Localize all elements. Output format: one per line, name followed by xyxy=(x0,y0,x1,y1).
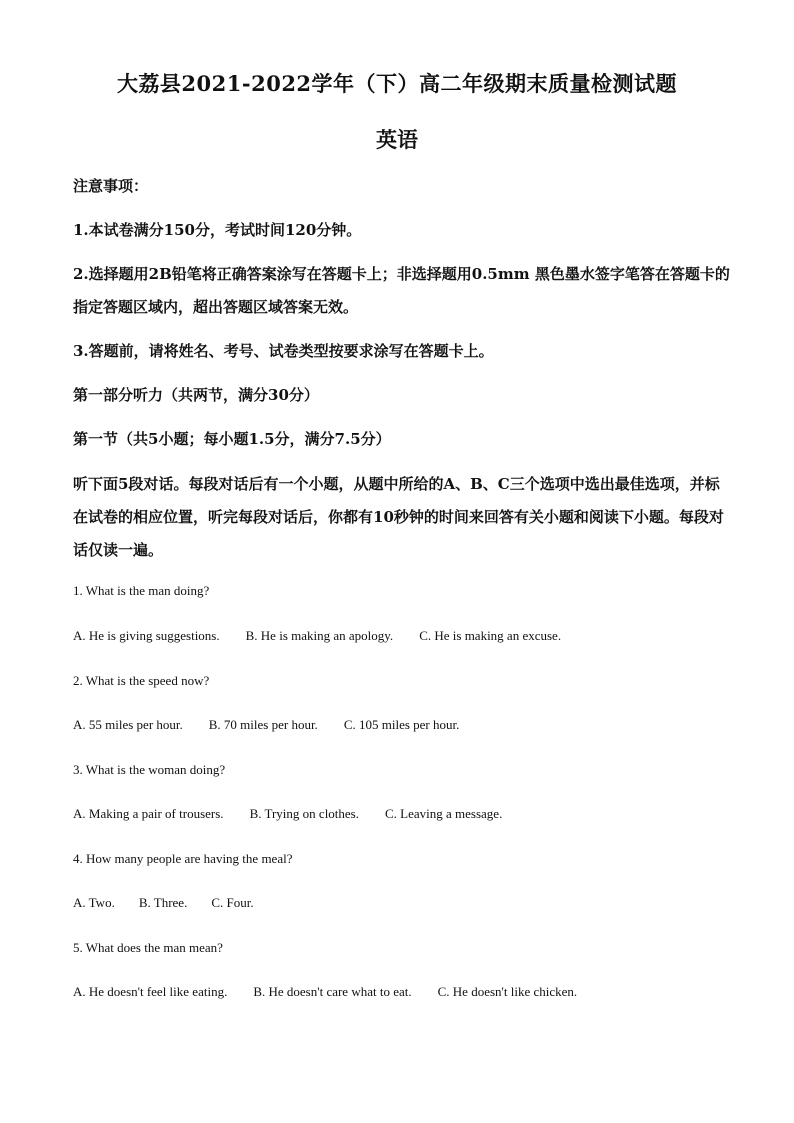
question-2-option-c: C. 105 miles per hour. xyxy=(343,717,460,732)
notice-heading: 注意事项： xyxy=(73,177,149,195)
question-2-options xyxy=(73,716,459,734)
notice-item-2: 2.选择题用2B铅笔将正确答案涂写在答题卡上；非选择题用0.5mm 黑色墨水签字笔答在答题卡的指定答题区域内，超出答题区域答案无效。 xyxy=(73,265,730,316)
notice-item-3: 3.答题前，请将姓名、考号、试卷类型按要求涂写在答题卡上。 xyxy=(73,342,494,360)
question-4-stem: 4. How many people are having the meal? xyxy=(73,851,293,866)
question-3-stem: 3. What is the woman doing? xyxy=(73,762,226,777)
question-4-option-c: C. Four. xyxy=(211,895,254,910)
question-5-option-c: C. He doesn't like chicken. xyxy=(437,984,578,999)
question-3-option-c: C. Leaving a message. xyxy=(385,806,503,821)
question-5-stem: 5. What does the man mean? xyxy=(73,940,223,955)
question-5-options xyxy=(73,983,577,1001)
exam-subject: 英语 xyxy=(376,127,418,152)
section1-instructions: 听下面5段对话。每段对话后有一个小题，从题中所给的A、B、C三个选项中选出最佳选项，并标在试卷的相应位置，听完每段对话后，你都有10秒钟的时间来回答有关小题和阅读下小题。每段对话仅读一遍。 xyxy=(73,475,724,559)
question-1-stem: 1. What is the man doing? xyxy=(73,583,210,598)
question-3-option-b: B. Trying on clothes. xyxy=(249,806,359,821)
notice-item-1: 1.本试卷满分150分，考试时间120分钟。 xyxy=(73,221,362,239)
question-2-option-b: B. 70 miles per hour. xyxy=(208,717,318,732)
question-2-option-a: A. 55 miles per hour. xyxy=(73,717,183,732)
question-3-options xyxy=(73,805,502,823)
question-1-option-b: B. He is making an apology. xyxy=(245,628,394,643)
question-4-option-b: B. Three. xyxy=(138,895,188,910)
question-4-option-a: A. Two. xyxy=(73,895,115,910)
question-2-stem: 2. What is the speed now? xyxy=(73,673,210,688)
question-1-options xyxy=(73,627,561,645)
question-5-option-b: B. He doesn't care what to eat. xyxy=(253,984,412,999)
question-1-option-a: A. He is giving suggestions. xyxy=(73,628,220,643)
part1-heading: 第一部分听力（共两节，满分30分） xyxy=(73,386,319,404)
question-3-option-a: A. Making a pair of trousers. xyxy=(73,806,224,821)
question-1-option-c: C. He is making an excuse. xyxy=(419,628,562,643)
question-4-options xyxy=(73,894,254,912)
question-5-option-a: A. He doesn't feel like eating. xyxy=(73,984,228,999)
section1-heading: 第一节（共5小题；每小题1.5分，满分7.5分） xyxy=(73,430,391,448)
exam-title: 大荔县2021-2022学年（下）高二年级期末质量检测试题 xyxy=(116,71,678,96)
